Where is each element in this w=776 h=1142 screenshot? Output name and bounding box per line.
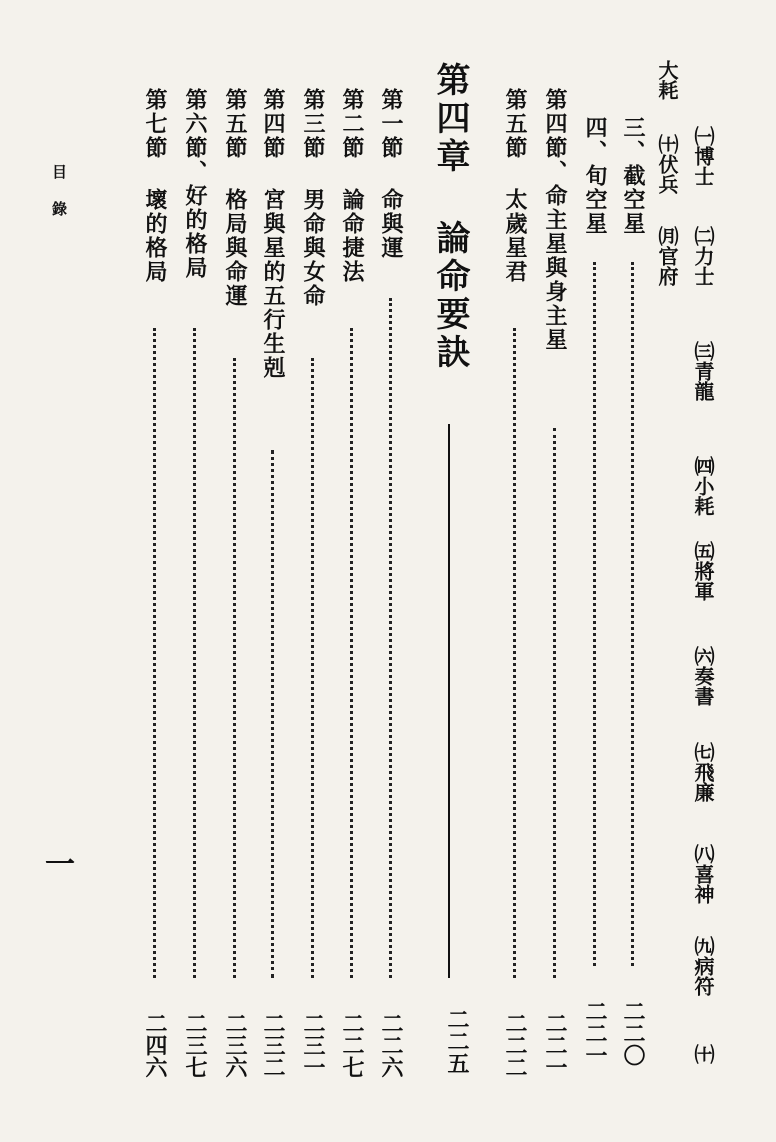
toc-entry-page: 二二一	[542, 1012, 568, 1078]
spirits-continuation	[652, 226, 682, 286]
leader-dots	[311, 358, 314, 978]
spirit-item: ㈠博士	[691, 126, 715, 186]
leader-dots	[513, 328, 516, 978]
spirit-item: ㈢青龍	[691, 341, 715, 401]
toc-entry[interactable]	[376, 88, 406, 1078]
toc-entry-label: 第七節 壞的格局	[142, 88, 168, 284]
chapter-page: 二二五	[444, 1008, 470, 1074]
leader-dots	[233, 358, 236, 978]
leader-dots	[153, 328, 156, 978]
toc-entry-page: 二三六	[222, 1012, 248, 1078]
toc-entry-page: 二三二	[260, 1012, 286, 1078]
spirits-continuation	[652, 60, 682, 100]
toc-entry-label: 四、旬空星	[582, 116, 608, 236]
leader-dots	[350, 328, 353, 978]
leader-dots	[631, 262, 634, 966]
page-number: 一	[39, 848, 74, 878]
toc-entry[interactable]	[180, 88, 210, 1078]
toc-entry-label: 第一節 命與運	[378, 88, 404, 260]
leader-dots	[593, 262, 596, 966]
toc-entry[interactable]	[500, 88, 530, 1078]
spirit-item: ㈩	[691, 1044, 715, 1064]
toc-entry-page: 二二六	[378, 1012, 404, 1078]
toc-entry[interactable]	[258, 88, 288, 1078]
toc-entry-label: 第四節 宮與星的五行生剋	[260, 88, 286, 380]
toc-entry-label: 第二節 論命捷法	[339, 88, 365, 284]
toc-entry-page: 二二〇	[620, 1000, 646, 1066]
continuation-item: ㈩伏兵	[655, 134, 679, 194]
chapter-title: 第四章 論命要訣	[430, 62, 470, 372]
toc-entry[interactable]	[540, 88, 570, 1078]
toc-entry-label: 第五節 太歲星君	[502, 88, 528, 284]
leader-dots	[271, 450, 274, 978]
toc-entry-page: 二二七	[339, 1012, 365, 1078]
toc-entry-label: 三、截空星	[620, 116, 646, 236]
toc-entry-page: 二四六	[142, 1012, 168, 1078]
toc-entry-page: 二二二	[502, 1012, 528, 1078]
spirits-list	[688, 126, 718, 1086]
toc-entry-label: 第六節、好的格局	[182, 88, 208, 280]
spirit-item: ㈦飛廉	[691, 742, 715, 802]
toc-entry[interactable]	[140, 88, 170, 1078]
spirit-item: ㈨病符	[691, 936, 715, 996]
toc-entry[interactable]	[618, 116, 648, 1066]
toc-entry[interactable]	[337, 88, 367, 1078]
toc-entry-label: 第五節 格局與命運	[222, 88, 248, 308]
leader-dots	[389, 298, 392, 978]
spirit-item: ㈤將軍	[691, 541, 715, 601]
toc-entry-label: 第三節 男命與女命	[300, 88, 326, 308]
toc-entry-page: 二三一	[300, 1012, 326, 1078]
continuation-item: ㈪官府	[655, 226, 679, 286]
leader-dots	[193, 328, 196, 978]
toc-entry[interactable]	[580, 116, 610, 1066]
spirit-item: ㈥奏書	[691, 646, 715, 706]
toc-entry-page: 二二一	[582, 1000, 608, 1066]
leader-dots	[553, 428, 556, 978]
spirit-item: ㈧喜神	[691, 844, 715, 904]
spirit-item: ㈣小耗	[691, 456, 715, 516]
toc-entry[interactable]	[298, 88, 328, 1078]
chapter-heading[interactable]	[428, 62, 472, 1074]
running-header: 目錄	[50, 164, 68, 238]
chapter-rule	[448, 424, 450, 978]
toc-entry-label: 第四節、命主星與身主星	[542, 88, 568, 352]
continuation-item: 大耗	[655, 60, 679, 100]
toc-entry[interactable]	[220, 88, 250, 1078]
spirit-item: ㈡力士	[691, 226, 715, 286]
spirits-continuation	[652, 134, 682, 194]
toc-entry-page: 二三七	[182, 1012, 208, 1078]
